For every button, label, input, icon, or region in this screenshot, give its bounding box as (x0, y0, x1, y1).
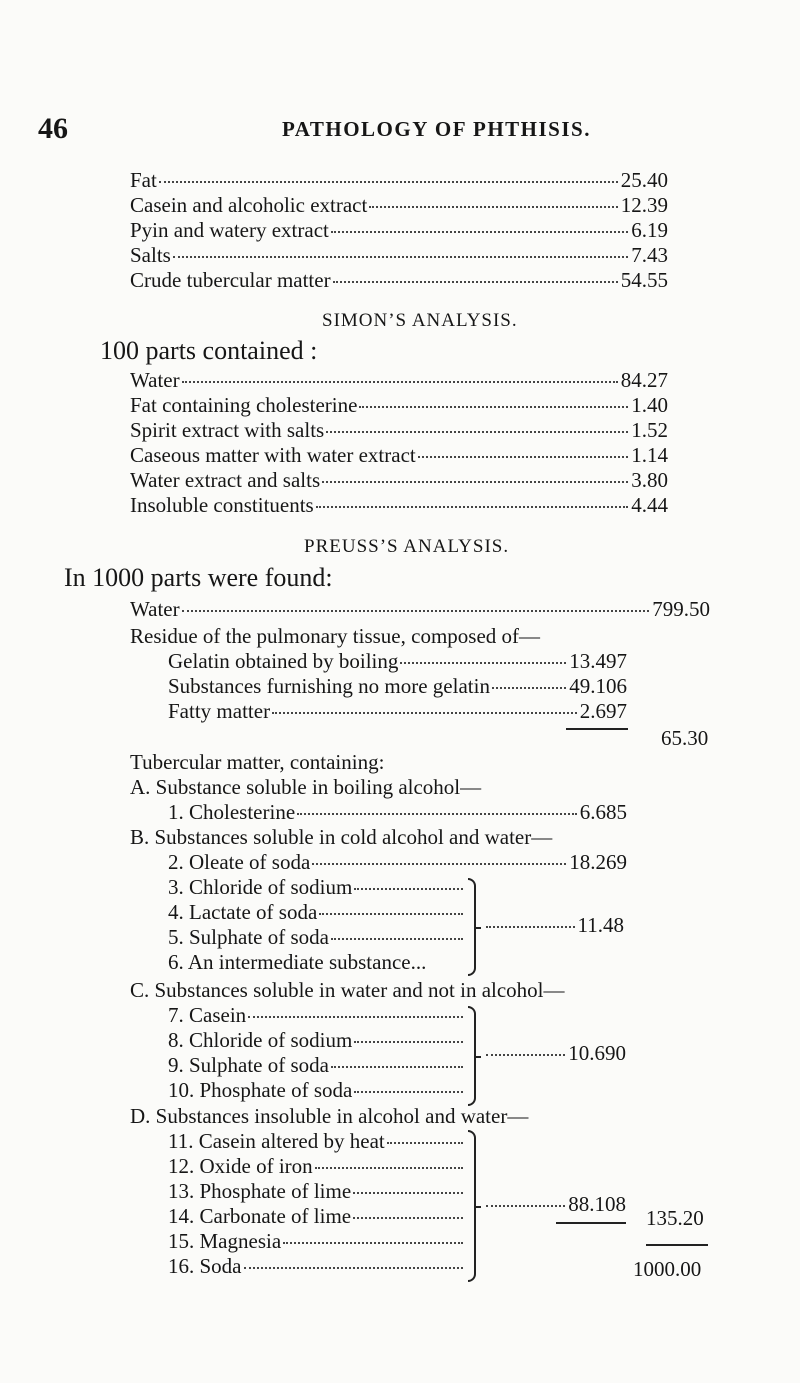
row-label: 9. Sulphate of soda (168, 1053, 329, 1077)
running-title: PATHOLOGY OF PHTHISIS. (282, 117, 591, 141)
row-value: 54.55 (620, 268, 668, 292)
residue-heading: Residue of the pulmonary tissue, composed of— (130, 624, 541, 648)
group-value: 10.690 (568, 1041, 626, 1065)
row-label: 15. Magnesia (168, 1229, 282, 1253)
leader-dots (400, 662, 566, 664)
section-d-heading: D. Substances insoluble in alcohol and water— (130, 1104, 529, 1128)
simon-heading: SIMON’S ANALYSIS. (322, 310, 518, 331)
row-value: 84.27 (620, 368, 668, 392)
table-row (130, 268, 668, 294)
leader-dots (244, 1267, 464, 1269)
simon-intro: 100 parts contained : (100, 336, 318, 365)
total-rule (646, 1244, 708, 1246)
row-value: 4.44 (631, 493, 668, 517)
tubercular-heading: Tubercular matter, containing: (130, 750, 385, 774)
leader-dots (326, 431, 628, 433)
row-value: 25.40 (620, 168, 668, 192)
list-item (168, 1179, 466, 1205)
leader-dots (182, 381, 618, 383)
list-item (168, 1003, 466, 1029)
table-row (130, 597, 710, 623)
row-label: 5. Sulphate of soda (168, 925, 329, 949)
row-value: 6.685 (579, 800, 627, 824)
list-item (168, 1154, 466, 1180)
leader-dots (283, 1242, 463, 1244)
group-value-row (484, 913, 624, 939)
row-label: 11. Casein altered by heat (168, 1129, 385, 1153)
table-row (168, 699, 627, 725)
page-number: 46 (38, 112, 68, 145)
table-row (168, 800, 627, 826)
row-label: 4. Lactate of soda (168, 900, 318, 924)
section-b-heading: B. Substances soluble in cold alcohol and water— (130, 825, 553, 849)
table-row (130, 418, 668, 444)
list-item (168, 1078, 466, 1104)
leader-dots (272, 712, 577, 714)
row-label: 16. Soda (168, 1254, 242, 1278)
leader-dots (331, 1066, 463, 1068)
row-value: 1.14 (631, 443, 668, 467)
list-item (168, 1229, 466, 1255)
leader-dots (319, 913, 463, 915)
preuss-intro: In 1000 parts were found: (64, 563, 333, 592)
group-value-row (484, 1192, 626, 1218)
sum-rule (556, 1222, 626, 1224)
row-label: Gelatin obtained by boiling (168, 649, 399, 673)
leader-dots (248, 1016, 463, 1018)
list-item (168, 1053, 466, 1079)
table-row (168, 850, 627, 876)
leader-dots (354, 888, 463, 890)
residue-total: 65.30 (661, 726, 709, 750)
leader-dots (312, 863, 566, 865)
leader-dots (173, 256, 628, 258)
leader-dots (316, 506, 629, 508)
row-label: Water (130, 597, 180, 621)
list-item (168, 1129, 466, 1155)
leader-dots (387, 1142, 463, 1144)
row-value: 7.43 (631, 243, 668, 267)
leader-dots (182, 610, 650, 612)
row-label: 14. Carbonate of lime (168, 1204, 352, 1228)
list-item (168, 950, 470, 976)
section-a-heading: A. Substance soluble in boiling alcohol— (130, 775, 482, 799)
leader-dots (159, 181, 618, 183)
row-label: Salts (130, 243, 171, 267)
section-c-heading: C. Substances soluble in water and not in alcohol— (130, 978, 565, 1002)
sum-rule (566, 728, 628, 730)
group-brace (468, 1006, 476, 1106)
row-label: 3. Chloride of sodium (168, 875, 353, 899)
leader-dots (297, 813, 577, 815)
leader-dots (486, 1205, 565, 1207)
row-label: Water extract and salts (130, 468, 321, 492)
row-label: Water (130, 368, 180, 392)
list-item (168, 1028, 466, 1054)
table-row (130, 393, 668, 419)
leader-dots (322, 481, 628, 483)
leader-dots (354, 1041, 463, 1043)
row-label: Crude tubercular matter (130, 268, 331, 292)
row-label: Fatty matter (168, 699, 271, 723)
table-row (130, 193, 668, 219)
leader-dots (369, 206, 617, 208)
row-value: 49.106 (569, 674, 627, 698)
row-label: 1. Cholesterine (168, 800, 296, 824)
list-item (168, 925, 466, 951)
leader-dots (331, 231, 628, 233)
row-label: 10. Phosphate of soda (168, 1078, 353, 1102)
table-row (130, 243, 668, 269)
table-row (130, 168, 668, 194)
row-value: 13.497 (569, 649, 627, 673)
group-value-row (484, 1041, 626, 1067)
row-value: 2.697 (579, 699, 627, 723)
row-label: 2. Oleate of soda (168, 850, 311, 874)
group-value: 11.48 (577, 913, 624, 937)
table-row (130, 368, 668, 394)
list-item (168, 900, 466, 926)
table-row (130, 443, 668, 469)
row-value: 1.40 (631, 393, 668, 417)
group-brace (468, 1130, 476, 1282)
preuss-heading: PREUSS’S ANALYSIS. (304, 536, 510, 557)
leader-dots (486, 926, 575, 928)
table-row (130, 493, 668, 519)
leader-dots (359, 406, 628, 408)
table-row (168, 649, 627, 675)
row-label: 12. Oxide of iron (168, 1154, 313, 1178)
list-item (168, 875, 466, 901)
leader-dots (492, 687, 566, 689)
leader-dots (331, 938, 463, 940)
leader-dots (354, 1091, 463, 1093)
row-label: Pyin and watery extract (130, 218, 329, 242)
row-label: Fat containing cholesterine (130, 393, 358, 417)
row-value: 1.52 (631, 418, 668, 442)
table-row (130, 218, 668, 244)
group-brace (468, 878, 476, 976)
grand-total: 1000.00 (633, 1257, 702, 1281)
row-label: 8. Chloride of sodium (168, 1028, 353, 1052)
leader-dots (353, 1217, 463, 1219)
leader-dots (315, 1167, 463, 1169)
leader-dots (418, 456, 629, 458)
row-value: 3.80 (631, 468, 668, 492)
row-value: 12.39 (620, 193, 668, 217)
row-label: 6. An intermediate substance... (168, 950, 427, 974)
row-label: Casein and alcoholic extract (130, 193, 368, 217)
list-item (168, 1204, 466, 1230)
group-value: 88.108 (568, 1192, 626, 1216)
row-value: 18.269 (569, 850, 627, 874)
row-label: Insoluble constituents (130, 493, 314, 517)
table-row (130, 468, 668, 494)
leader-dots (333, 281, 618, 283)
row-label: 7. Casein (168, 1003, 247, 1027)
row-label: Caseous matter with water extract (130, 443, 416, 467)
row-label: Spirit extract with salts (130, 418, 325, 442)
row-value: 6.19 (631, 218, 668, 242)
leader-dots (486, 1054, 565, 1056)
tubercular-total: 135.20 (646, 1206, 704, 1230)
row-label: Substances furnishing no more gelatin (168, 674, 490, 698)
table-row (168, 674, 627, 700)
row-value: 799.50 (652, 597, 710, 621)
leader-dots (353, 1192, 463, 1194)
row-label: 13. Phosphate of lime (168, 1179, 352, 1203)
row-label: Fat (130, 168, 157, 192)
list-item (168, 1254, 466, 1280)
